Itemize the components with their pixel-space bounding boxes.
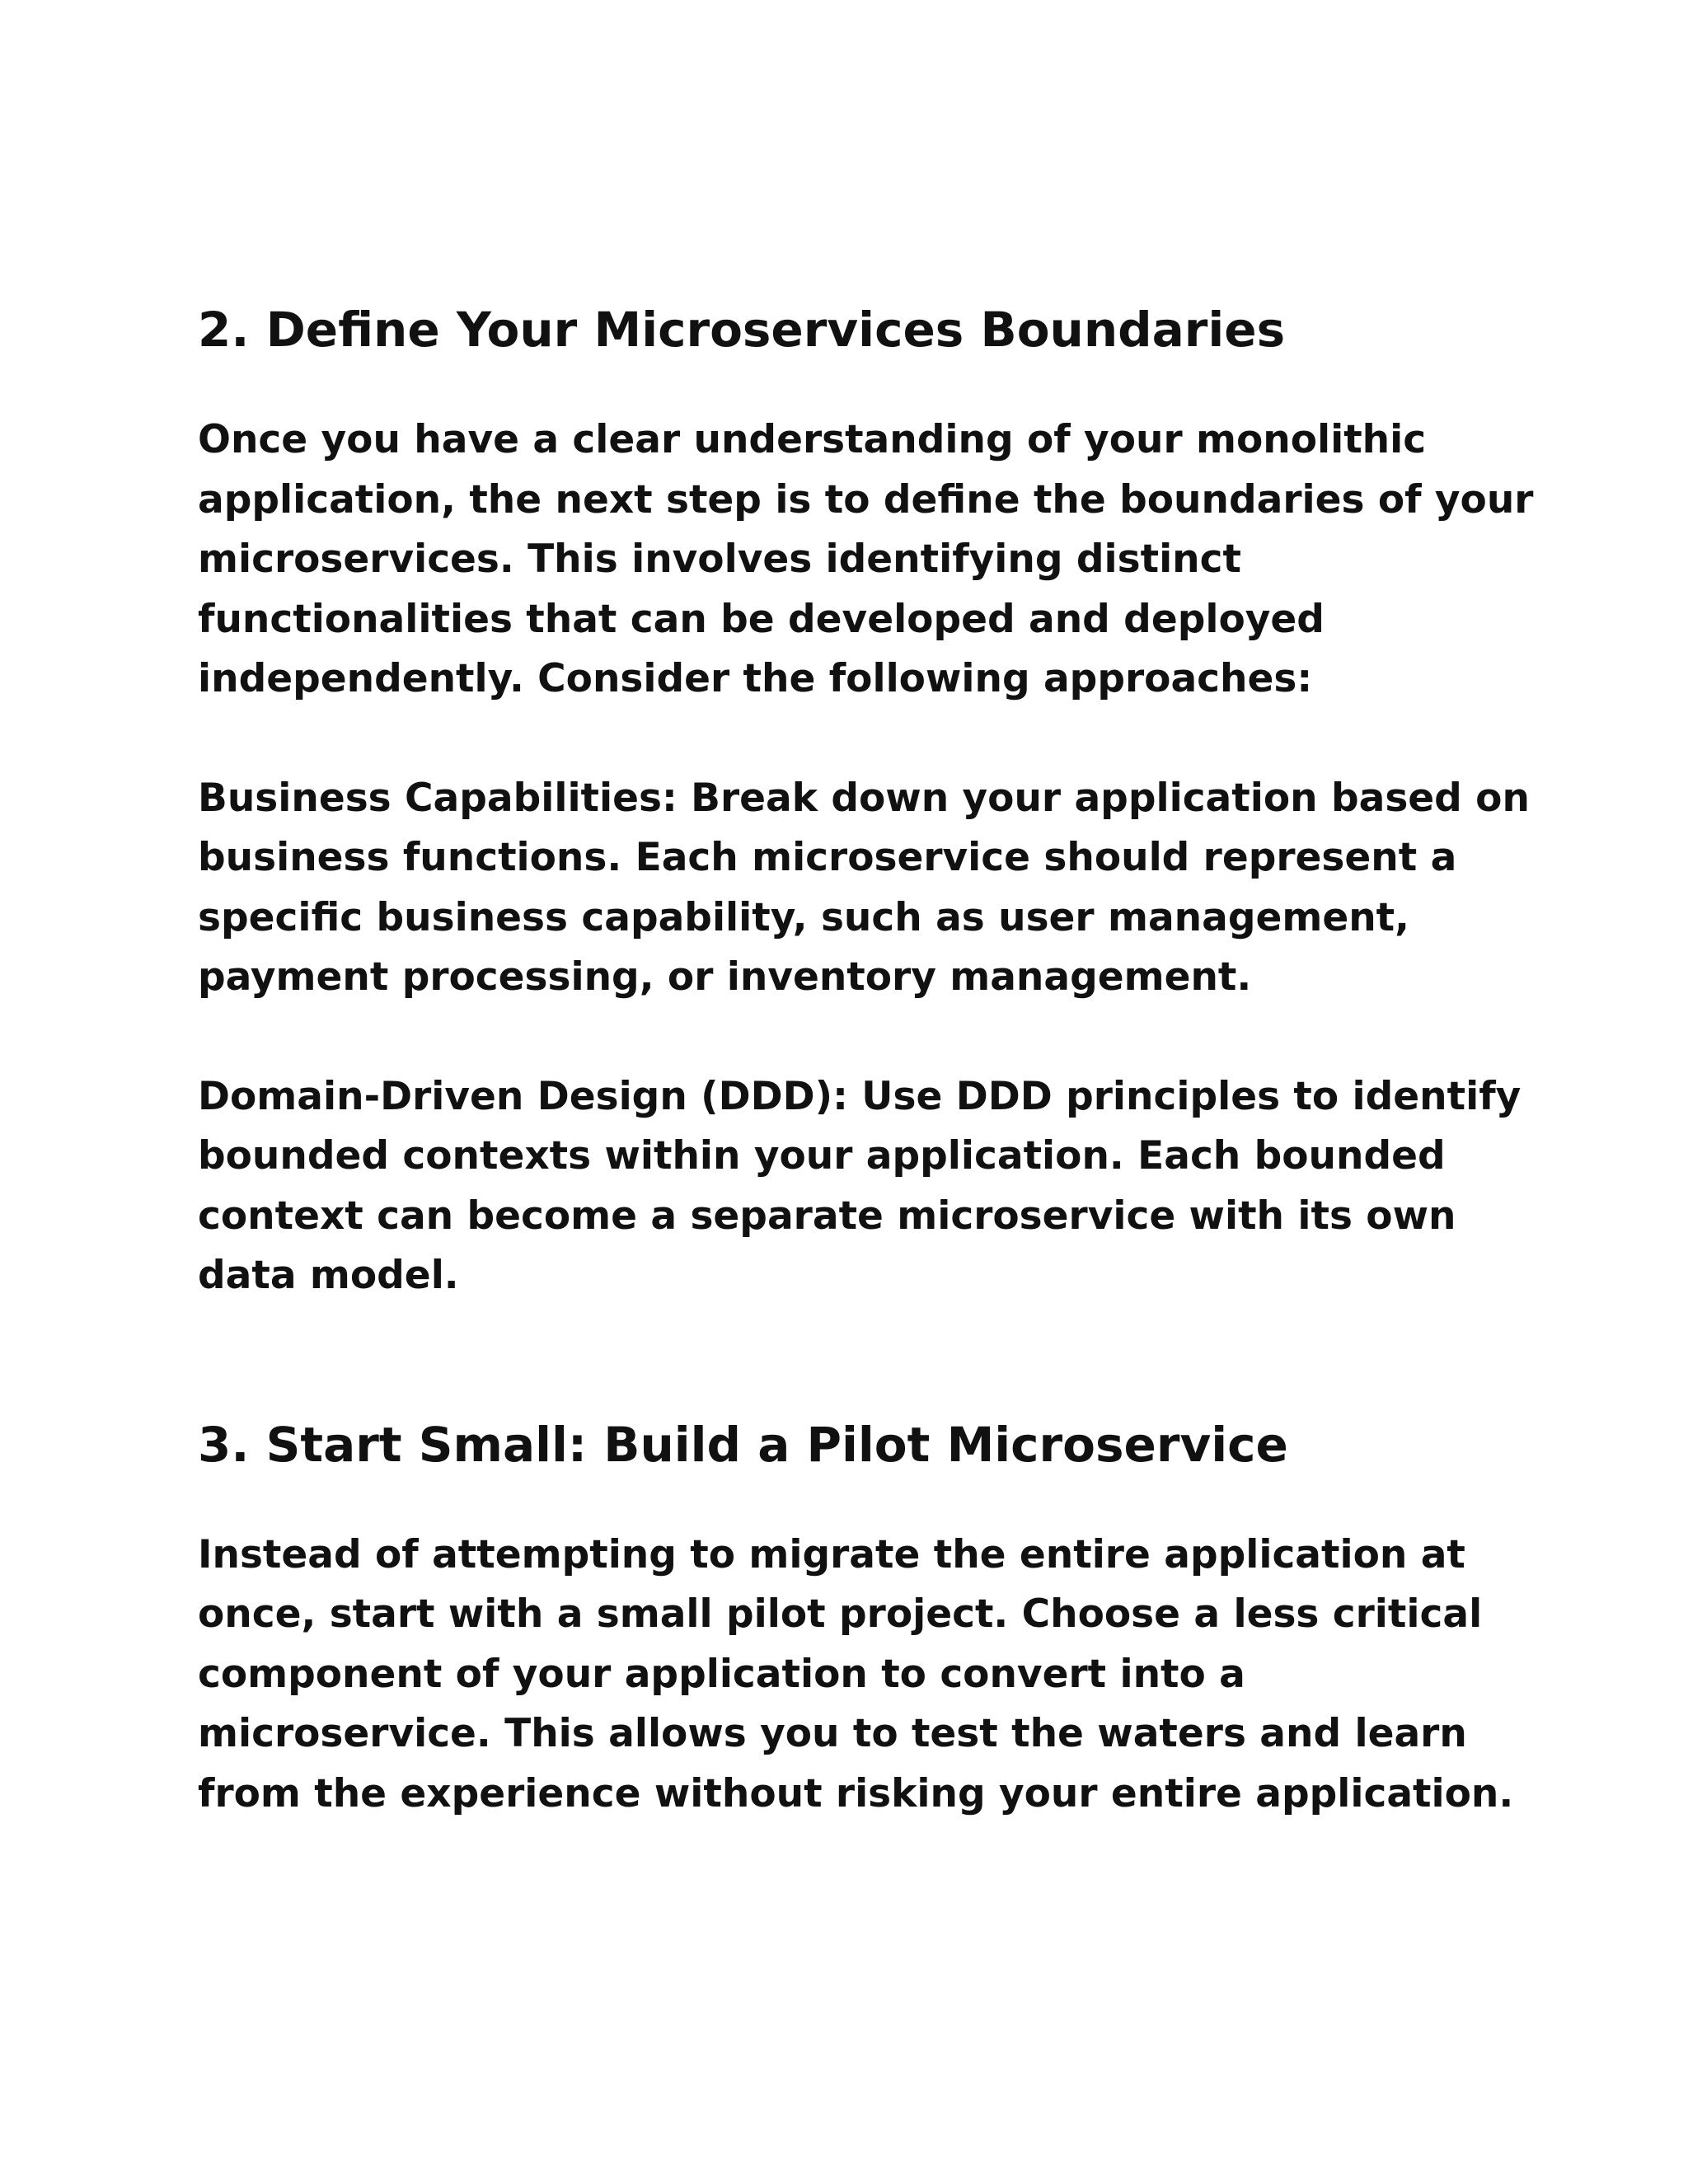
paragraph-pilot-microservice	[198, 1526, 1550, 1825]
text-line: payment processing, or inventory management.	[198, 954, 1252, 1000]
text-line: context can become a separate microservice with its own	[198, 1193, 1456, 1239]
text-line: Once you have a clear understanding of your monolithic	[198, 417, 1427, 462]
text-line: functionalities that can be developed and deployed	[198, 596, 1325, 642]
text-line: microservice. This allows you to test the waters and learn	[198, 1711, 1467, 1756]
text-line: component of your application to convert into a	[198, 1651, 1245, 1697]
section-heading-start-small: 3. Start Small: Build a Pilot Microservice	[198, 1416, 1288, 1473]
text-line: business functions. Each microservice should represent a	[198, 835, 1457, 880]
text-line: from the experience without risking your entire application.	[198, 1770, 1514, 1816]
section-heading-define-boundaries: 2. Define Your Microservices Boundaries	[198, 302, 1286, 358]
text-line: once, start with a small pilot project. Choose a less critical	[198, 1591, 1483, 1637]
paragraph-intro	[198, 410, 1550, 710]
paragraph-business-capabilities	[198, 769, 1550, 1008]
text-line: bounded contexts within your application. Each bounded	[198, 1133, 1446, 1179]
text-line: data model.	[198, 1253, 459, 1298]
page-content	[198, 297, 1550, 1824]
text-line: Business Capabilities: Break down your application based on	[198, 775, 1530, 821]
text-line: independently. Consider the following approaches:	[198, 656, 1313, 701]
text-line: Domain-Driven Design (DDD): Use DDD principles to identify	[198, 1073, 1522, 1119]
text-line: Instead of attempting to migrate the entire application at	[198, 1531, 1465, 1577]
paragraph-domain-driven-design	[198, 1067, 1550, 1306]
text-line: application, the next step is to define the boundaries of your	[198, 476, 1534, 523]
text-line: specific business capability, such as user management,	[198, 894, 1409, 940]
text-line: microservices. This involves identifying distinct	[198, 537, 1241, 582]
